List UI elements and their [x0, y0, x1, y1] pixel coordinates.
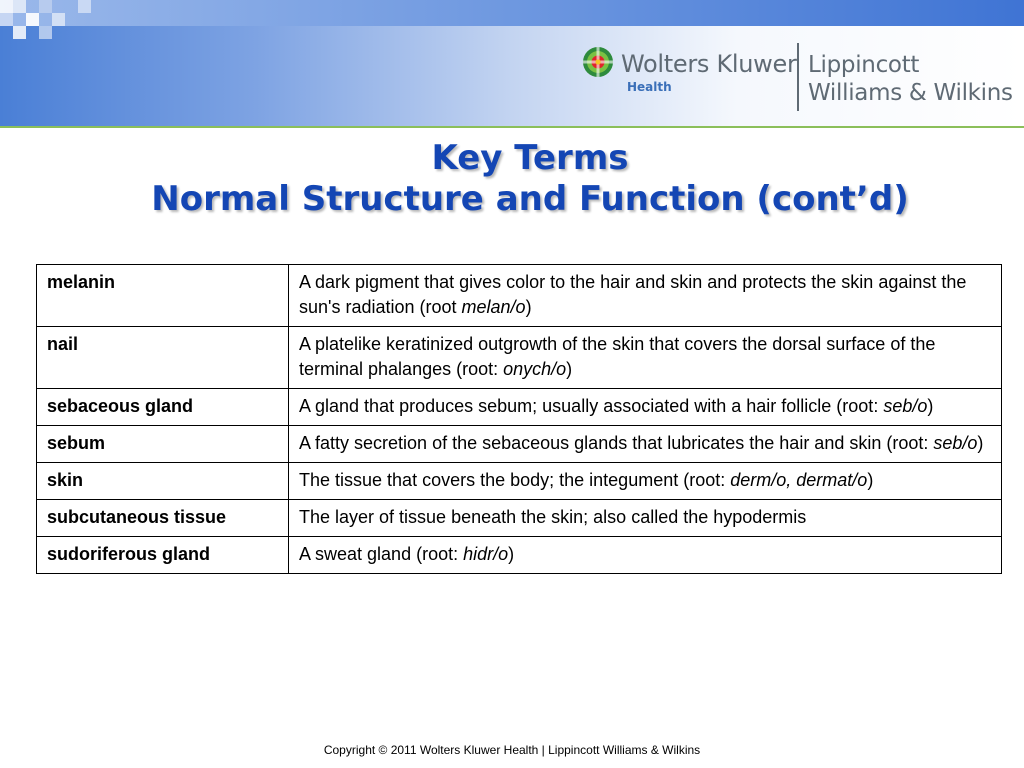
- definition-cell: [289, 426, 1002, 463]
- table-row: [37, 426, 1002, 463]
- definition-cell: [289, 265, 1002, 327]
- word-root: onych/o: [503, 359, 567, 379]
- definition-cell: [289, 327, 1002, 389]
- definition-end: ): [867, 470, 874, 490]
- word-root: derm/o, dermat/o: [730, 470, 868, 490]
- definition-text: A sweat gland (root:: [299, 544, 464, 564]
- table-row: [37, 327, 1002, 389]
- key-terms-table: [36, 264, 1002, 574]
- table-row: [37, 537, 1002, 574]
- header-divider-line: [0, 126, 1024, 128]
- decor-square: [52, 13, 65, 26]
- company-name: Wolters Kluwer: [621, 50, 797, 78]
- term-cell: sebum: [37, 426, 289, 463]
- definition-end: ): [525, 297, 532, 317]
- decor-square: [39, 26, 52, 39]
- term-cell: nail: [37, 327, 289, 389]
- decor-square: [26, 13, 39, 26]
- decor-square: [0, 0, 13, 13]
- decor-square: [13, 0, 26, 13]
- table-row: [37, 265, 1002, 327]
- imprint-line-1: Lippincott: [808, 52, 920, 78]
- header-top-bar: [0, 0, 1024, 26]
- definition-end: ): [977, 433, 984, 453]
- term-cell: sebaceous gland: [37, 389, 289, 426]
- table-row: [37, 500, 1002, 537]
- definition-text: The tissue that covers the body; the integument (root:: [299, 470, 731, 490]
- copyright-footer: Copyright © 2011 Wolters Kluwer Health | Lippincott Williams & Wilkins: [323, 743, 701, 757]
- word-root: melan/o: [461, 297, 526, 317]
- definition-end: ): [508, 544, 515, 564]
- definition-text: A gland that produces sebum; usually associated with a hair follicle (root:: [299, 396, 884, 416]
- slide-title-line-2: Normal Structure and Function (cont’d): [151, 179, 909, 219]
- definition-text: A dark pigment that gives color to the hair and skin and protects the skin against the sun's radiation (root: [299, 272, 967, 317]
- slide-title: [0, 138, 1024, 220]
- word-root: seb/o: [883, 396, 928, 416]
- definition-cell: [289, 537, 1002, 574]
- definition-end: ): [566, 359, 573, 379]
- definition-text: The layer of tissue beneath the skin; also called the hypodermis: [299, 507, 807, 527]
- table-row: [37, 389, 1002, 426]
- definition-text: A fatty secretion of the sebaceous glands that lubricates the hair and skin (root:: [299, 433, 934, 453]
- imprint-line-2: Williams & Wilkins: [808, 80, 1013, 106]
- table-row: [37, 463, 1002, 500]
- decor-square: [13, 26, 26, 39]
- company-division: Health: [627, 80, 672, 94]
- term-cell: melanin: [37, 265, 289, 327]
- definition-cell: [289, 500, 1002, 537]
- decor-square: [0, 13, 13, 26]
- term-cell: sudoriferous gland: [37, 537, 289, 574]
- definition-text: A platelike keratinized outgrowth of the skin that covers the dorsal surface of the terminal phalanges (root:: [299, 334, 936, 379]
- logo-divider: [797, 43, 799, 111]
- definition-cell: [289, 463, 1002, 500]
- decor-square: [39, 0, 52, 13]
- slide-title-line-1: Key Terms: [431, 138, 629, 178]
- wolters-kluwer-globe-icon: [582, 46, 614, 78]
- word-root: hidr/o: [463, 544, 509, 564]
- term-cell: skin: [37, 463, 289, 500]
- term-cell: subcutaneous tissue: [37, 500, 289, 537]
- word-root: seb/o: [933, 433, 978, 453]
- definition-end: ): [927, 396, 934, 416]
- decor-square: [78, 0, 91, 13]
- definition-cell: [289, 389, 1002, 426]
